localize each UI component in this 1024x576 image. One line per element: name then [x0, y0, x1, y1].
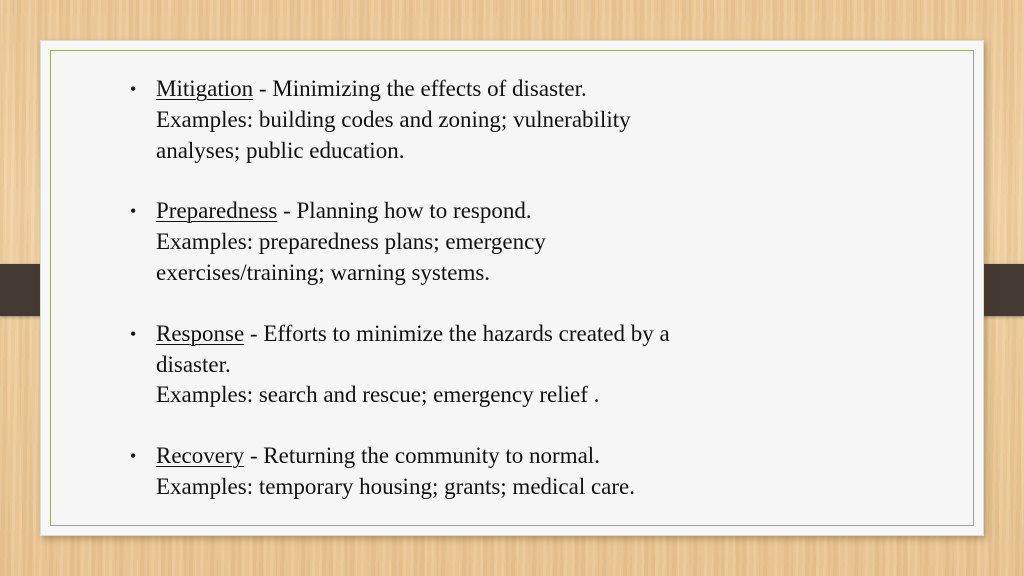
item-heading-line [156, 319, 796, 350]
example-line: disaster. [156, 351, 231, 377]
example-line: analyses; public education. [156, 137, 405, 163]
item-heading-line [156, 74, 796, 105]
list-item-preparedness [130, 196, 796, 288]
example-line: Examples: preparedness plans; emergency [156, 229, 546, 255]
list-item-recovery [130, 441, 796, 503]
bullet-list [130, 74, 796, 533]
example-line: Examples: search and rescue; emergency relief . [156, 382, 600, 408]
term-preparedness: Preparedness [156, 198, 278, 224]
item-heading-line [156, 196, 796, 227]
bullet-icon: • [130, 79, 137, 99]
slide-card [40, 40, 984, 536]
term-mitigation: Mitigation [156, 76, 254, 101]
definition-mitigation: - Minimizing the effects of disaster. [253, 76, 587, 101]
definition-recovery: - Returning the community to normal. [244, 443, 600, 469]
list-item-mitigation [130, 74, 796, 166]
list-item-response [130, 319, 796, 411]
example-line: Examples: building codes and zoning; vulnerability [156, 106, 631, 132]
example-line: Examples: temporary housing; grants; medical care. [156, 473, 636, 499]
bullet-icon: • [130, 446, 137, 467]
item-heading-line [156, 441, 796, 472]
definition-response: - Efforts to minimize the hazards created by a [244, 320, 670, 346]
definition-preparedness: - Planning how to respond. [277, 198, 532, 224]
bullet-icon: • [130, 201, 137, 222]
term-response: Response [156, 320, 245, 346]
bullet-icon: • [130, 323, 137, 344]
term-recovery: Recovery [156, 443, 245, 469]
example-line: exercises/training; warning systems. [156, 259, 491, 285]
